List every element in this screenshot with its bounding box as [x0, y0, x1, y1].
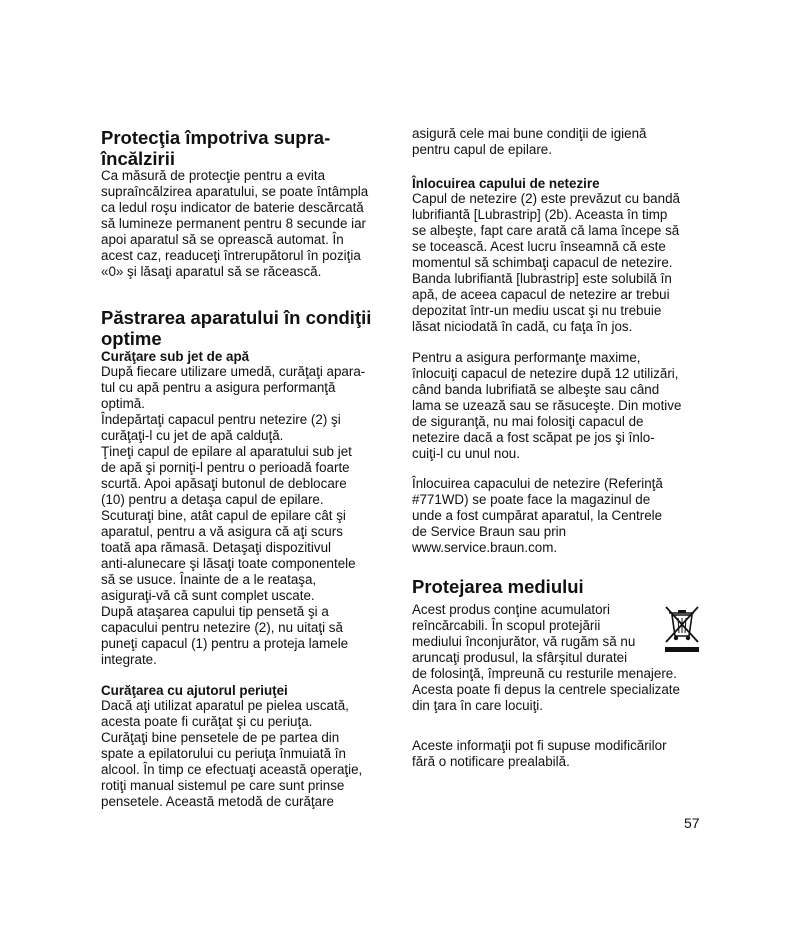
heading-overheat-protection: Protecţia împotriva supra- încălzirii [101, 127, 331, 169]
paragraph-continuation: asigură cele mai bune condiţii de igienă pentru capul de epilare. [412, 126, 647, 157]
paragraph-replace-3: Înlocuirea capacului de netezire (Referinţă #771WD) se poate face la magazinul de unde a fost cumpărat aparatul, la Centrele de Service Braun sau prin www.service.braun.com. [412, 476, 663, 555]
subheading-water-cleaning: Curăţare sub jet de apă [101, 349, 250, 364]
subheading-replace-smoothing-cap: Înlocuirea capului de netezire [412, 176, 600, 191]
heading-environment: Protejarea mediului [412, 576, 584, 597]
paragraph-notice: Aceste informaţii pot fi supuse modificărilor fără o notificare prealabilă. [412, 738, 667, 769]
paragraph-water-cleaning: După fiecare utilizare umedă, curăţaţi apara- tul cu apă pentru a asigura performanţă optimă. Îndepărtaţi capacul pentru netezire (2) şi curăţaţi-l cu jet de apă calduţă. Ţineţi capul de epilare al aparatului sub jet de apă şi porniţi-l pentru o perioadă foarte scurtă. Apoi apăsaţi butonul de deblocare (10) pentru a detaşa capul de epilare. Scuturaţi bine, atât capul de epilare cât şi aparatul, pentru a vă asigura că aţi scurs toată apa rămasă. Detaşaţi dispozitivul anti-alunecare şi lăsaţi toate componentele să se usuce. Înainte de a le reataşa, asiguraţi-vă că sunt complet uscate. După ataşarea capului tip pensetă şi a capacului pentru netezire (2), nu uitaţi să puneţi capacul (1) pentru a proteja lamele integrate. [101, 364, 366, 667]
page-number: 57 [684, 815, 700, 831]
paragraph-environment: Acest produs conţine acumulatori reîncărcabili. În scopul protejării mediului înconjurător, vă rugăm să nu aruncaţi produsul, la sfârşitul duratei de folosinţă, împreună cu resturile menajere. Acesta poate fi depus la centrele specializate din ţara în care locuiţi. [412, 602, 680, 713]
paragraph-overheat: Ca măsură de protecţie pentru a evita supraîncălzirea aparatului, se poate întâmpla ca ledul roşu indicator de baterie descărcată să lumineze permanent pentru 8 secunde iar apoi aparatul să se oprească automat. În acest caz, readuceţi întrerupătorul în poziţia «0» şi lăsaţi aparatul să se răcească. [101, 168, 369, 279]
paragraph-replace-1: Capul de netezire (2) este prevăzut cu bandă lubrifiantă [Lubrastrip] (2b). Aceasta în timp se albeşte, fapt care arată că lama începe să se tocească. Acest lucru înseamnă că este momentul să schimbaţi capacul de netezire. Banda lubrifiantă [lubrastrip] este solubilă în apă, de aceea capacul de netezire ar trebui depozitat într-un mediu uscat şi nu trebuie lăsat niciodată în cadă, cu faţa în jos. [412, 191, 680, 334]
crossed-out-wheelie-bin-icon [664, 604, 700, 654]
paragraph-brush-cleaning: Dacă aţi utilizat aparatul pe pielea uscată, acesta poate fi curăţat şi cu periuţa. Curăţaţi bine pensetele de pe partea din spate a epilatorului cu periuţa înmuiată în alcool. În timp ce efectuaţi această operaţie, rotiţi manual sistemul pe care sunt prinse pensetele. Această metodă de curăţare [101, 698, 363, 809]
subheading-brush-cleaning: Curăţarea cu ajutorul periuţei [101, 683, 288, 698]
paragraph-replace-2: Pentru a asigura performanţe maxime, înlocuiţi capacul de netezire după 12 utilizări, când banda lubrifiată se albeşte sau când lama se uzează sau se răsuceşte. Din motive de siguranţă, nu mai folosiţi capacul de netezire dacă a fost scăpat pe jos şi înlo- cuiţi-l cu unul nou. [412, 350, 682, 461]
heading-storage: Păstrarea aparatului în condiţii optime [101, 307, 372, 349]
